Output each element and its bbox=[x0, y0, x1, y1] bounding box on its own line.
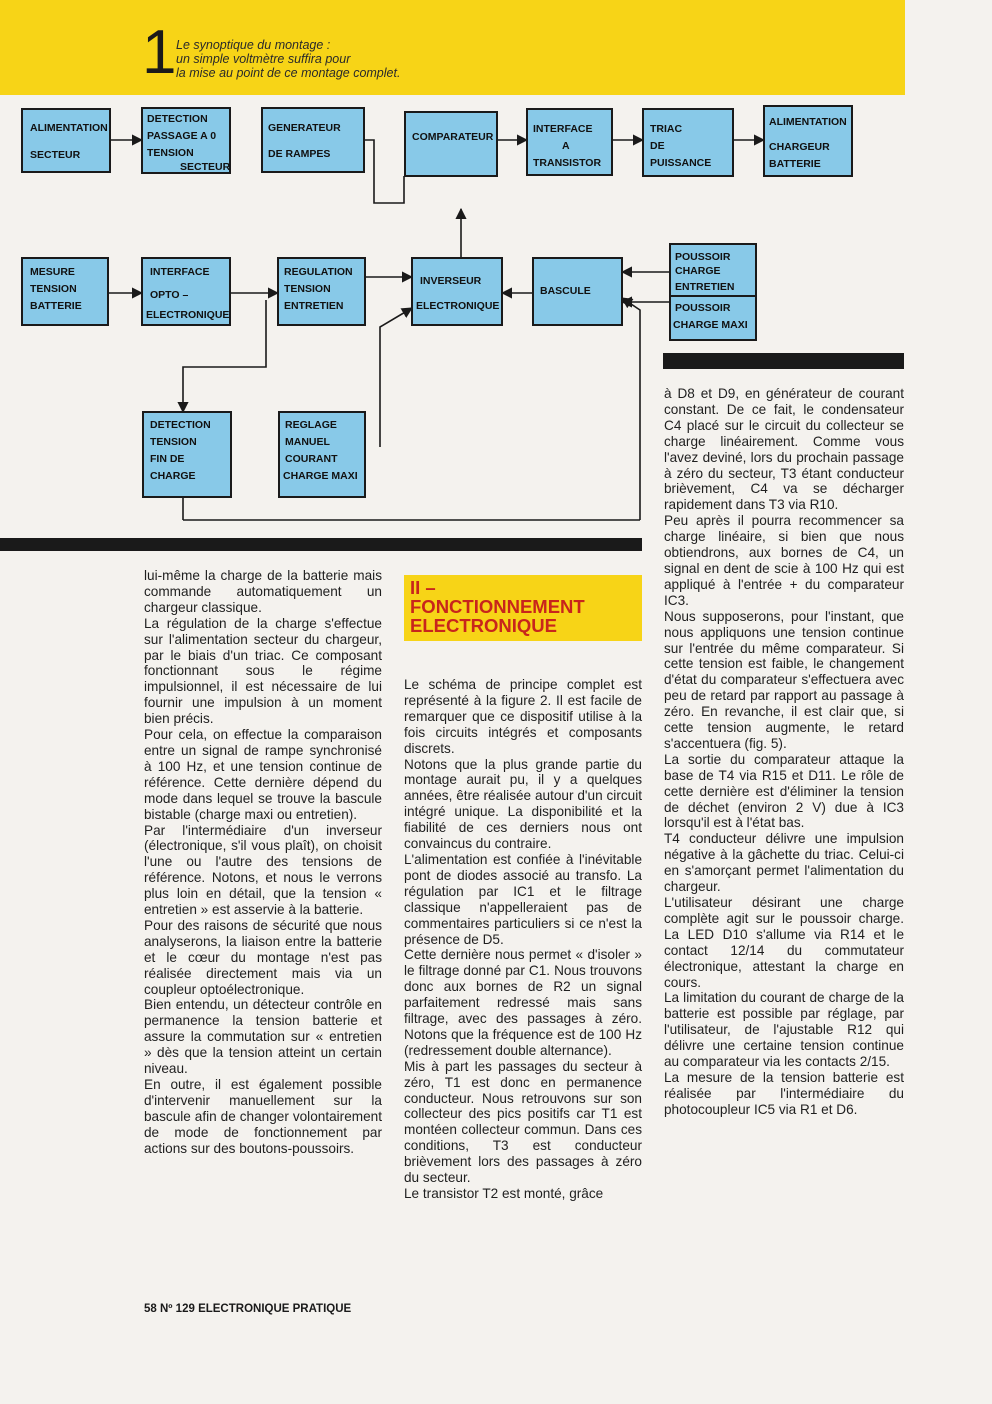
block-poussoir-entretien bbox=[670, 244, 756, 296]
caption-line: un simple voltmètre suffira pour bbox=[176, 52, 351, 66]
svg-text:INTERFACE: INTERFACE bbox=[533, 123, 593, 135]
svg-text:TENSION: TENSION bbox=[147, 147, 194, 159]
block-regulation-tension bbox=[278, 258, 365, 325]
heading-line: ELECTRONIQUE bbox=[410, 615, 557, 636]
svg-text:FIN DE: FIN DE bbox=[150, 453, 185, 465]
svg-text:POUSSOIR: POUSSOIR bbox=[675, 251, 731, 263]
paragraph: T4 conducteur délivre une impulsion négative à la gâchette du triac. Celui-ci en s'amorçant permet l'alimentation du chargeur. bbox=[664, 831, 904, 895]
block-detection-fin-charge bbox=[143, 412, 231, 497]
svg-text:ELECTRONIQUE: ELECTRONIQUE bbox=[146, 309, 230, 321]
svg-text:PASSAGE A 0: PASSAGE A 0 bbox=[147, 130, 217, 142]
svg-text:ELECTRONIQUE: ELECTRONIQUE bbox=[416, 300, 500, 312]
text-column-left bbox=[144, 568, 382, 1157]
paragraph: Le schéma de principe complet est représenté à la figure 2. Il est facile de remarquer que ce dispositif utilise à la fois circuits intégrés et composants discrets. bbox=[404, 677, 642, 756]
paragraph: Pour cela, on effectue la comparaison entre un signal de rampe synchronisé à 100 Hz, et une tension continue de référence. Cette dernière dépend du mode dans lequel se trouve la bascule bistable (charge maxi ou entretien). bbox=[144, 727, 382, 822]
svg-text:SECTEUR: SECTEUR bbox=[180, 161, 231, 173]
block-interface-transistor bbox=[527, 109, 612, 175]
svg-text:TRIAC: TRIAC bbox=[650, 123, 683, 135]
block-detection-passage-zero bbox=[142, 108, 231, 173]
paragraph: Peu après il pourra recommencer sa charge linéaire, si bien que nous obtiendrons, aux bornes de C4, un signal en dent de scie à 100 Hz qui est appliqué à l'entrée + du comparateur IC3. bbox=[664, 513, 904, 608]
block-generateur-rampes bbox=[262, 108, 364, 172]
paragraph: Le transistor T2 est monté, grâce bbox=[404, 1186, 604, 1201]
svg-text:CHARGE MAXI: CHARGE MAXI bbox=[673, 319, 748, 331]
svg-text:TENSION: TENSION bbox=[150, 436, 197, 448]
text-column-middle bbox=[404, 677, 642, 1202]
block-interface-opto bbox=[142, 258, 230, 325]
svg-text:TRANSISTOR: TRANSISTOR bbox=[533, 157, 602, 169]
block-bascule bbox=[533, 258, 622, 325]
paragraph: lui-même la charge de la batterie mais commande automatiquement un chargeur classique. bbox=[144, 568, 382, 615]
svg-text:DETECTION: DETECTION bbox=[150, 419, 211, 431]
paragraph: Notons que la plus grande partie du montage aurait pu, il y a quelques années, être réalisée autour d'un circuit intégré unique. La disponibilité et la fiabilité de ces derniers nous ont convaincus du contraire. bbox=[404, 756, 642, 852]
caption-line: Le synoptique du montage : bbox=[176, 38, 331, 52]
paragraph: Nous supposerons, pour l'instant, que nous appliquons une tension continue sur l'entrée du même comparateur. Si cette tension est faible, le changement d'état du comparateur s'effectuera avec peu de retard par rapport au passage à zéro. En revanche, il est clair que, si cette tension augmente, le retard s'accentuera (fig. 5). bbox=[664, 608, 904, 751]
block-triac-puissance bbox=[643, 109, 733, 176]
svg-text:COMPARATEUR: COMPARATEUR bbox=[412, 131, 494, 143]
svg-text:BATTERIE: BATTERIE bbox=[769, 158, 821, 170]
paragraph: Mis à part les passages du secteur à zéro, T1 est donc en permanence conducteur. Nous retrouvons sur son collecteur des pics positifs car T1 est montéen collecteur commun. Dans ces conditions, T3 est conducteur brièvement lors des passages à zéro du secteur. bbox=[404, 1058, 642, 1186]
svg-text:CHARGE: CHARGE bbox=[675, 265, 721, 277]
paragraph: La régulation de la charge s'effectue sur l'alimentation secteur du chargeur, par le biais d'un triac. Ce composant fonctionnant sous le régime impulsionnel, il est nécessaire de lui fournir une impulsion à un moment bien précis. bbox=[144, 615, 382, 727]
svg-text:DE RAMPES: DE RAMPES bbox=[268, 148, 331, 160]
svg-text:CHARGE: CHARGE bbox=[150, 470, 196, 482]
block-alimentation-secteur bbox=[22, 109, 110, 172]
svg-text:REGLAGE: REGLAGE bbox=[285, 419, 337, 431]
block-poussoir-maxi bbox=[670, 296, 756, 340]
svg-text:CHARGEUR: CHARGEUR bbox=[769, 141, 830, 153]
paragraph: L'alimentation est confiée à l'inévitable pont de diodes associé au transfo. La régulation par IC1 et le filtrage classique n'appelleraient pas de commentaires particuliers si ce n'est la présence de D5. bbox=[404, 851, 642, 947]
svg-text:SECTEUR: SECTEUR bbox=[30, 149, 81, 161]
paragraph: Par l'intermédiaire d'un inverseur (électronique, s'il vous plaît), on choisit l'une ou l'autre des tensions de référence. Notons, et nous le verrons plus loin en détail, que la tension « entretien » est asservie à la batterie. bbox=[144, 822, 382, 918]
paragraph: En outre, il est également possible d'intervenir manuellement sur la bascule afin de changer volontairement de mode de fonctionnement par actions sur des boutons-poussoirs. bbox=[144, 1077, 382, 1156]
paragraph: à D8 et D9, en générateur de courant constant. De ce fait, le condensateur C4 placé sur le circuit du collecteur se charge linéairement. Comme vous l'avez deviné, lors du prochain passage à zéro du secteur, T3 étant conducteur brièvement, C4 va se décharger rapidement dans T3 via R10. bbox=[664, 386, 904, 513]
divider-bar bbox=[0, 538, 642, 551]
heading-line: FONCTIONNEMENT bbox=[410, 596, 585, 617]
block-comparateur bbox=[405, 112, 497, 176]
paragraph: La mesure de la tension batterie est réalisée par l'intermédiaire du photocoupleur IC5 via R1 et D6. bbox=[664, 1069, 904, 1117]
figure-caption bbox=[176, 38, 400, 80]
block-mesure-tension bbox=[22, 258, 108, 325]
svg-text:POUSSOIR: POUSSOIR bbox=[675, 302, 731, 314]
paragraph: Bien entendu, un détecteur contrôle en permanence la tension batterie et assure la commutation sur « entretien » dès que la tension atteint un certain niveau. bbox=[144, 997, 382, 1077]
paragraph: La limitation du courant de charge de la batterie est possible par réglage, par l'utilisateur, de l'ajustable R12 qui délivre une certaine tension continue au comparateur via les contacts 2/15. bbox=[664, 990, 904, 1070]
svg-text:GENERATEUR: GENERATEUR bbox=[268, 122, 341, 134]
caption-line: la mise au point de ce montage complet. bbox=[176, 66, 401, 80]
svg-text:COURANT: COURANT bbox=[285, 453, 338, 465]
svg-text:DETECTION: DETECTION bbox=[147, 113, 208, 125]
svg-text:BATTERIE: BATTERIE bbox=[30, 300, 82, 312]
svg-text:ENTRETIEN: ENTRETIEN bbox=[675, 281, 735, 293]
paragraph: Pour des raisons de sécurité que nous analyserons, la liaison entre la batterie et le cœur du montage n'est pas réalisée directement mais via un coupleur optoélectronique. bbox=[144, 917, 382, 997]
paragraph: L'utilisateur désirant une charge complète agit sur le poussoir charge. La LED D10 s'allume via R14 et le contact 12/14 du commutateur électronique, attestant la charge en cours. bbox=[664, 895, 904, 990]
svg-text:MESURE: MESURE bbox=[30, 266, 75, 278]
figure-number: 1 bbox=[142, 18, 177, 87]
svg-text:ALIMENTATION: ALIMENTATION bbox=[769, 116, 847, 128]
paragraph: Cette dernière nous permet « d'isoler » le filtrage donné par C1. Nous trouvons donc aux bornes de R2 un signal parfaitement redressé mais sans filtrage, avec des passages à zéro. Notons que la fréquence est de 100 Hz (redressement double alternance). bbox=[404, 947, 642, 1058]
paragraph: La sortie du comparateur attaque la base de T4 via R15 et D11. Le rôle de cette dernière est d'éliminer la tension de déchet (environ 2 V) due à IC3 lorsqu'il est à l'état bas. bbox=[664, 751, 904, 831]
block-inverseur-electronique bbox=[412, 258, 502, 325]
svg-text:ENTRETIEN: ENTRETIEN bbox=[284, 300, 344, 312]
svg-text:INVERSEUR: INVERSEUR bbox=[420, 275, 482, 287]
page-footer: 58 Nº 129 ELECTRONIQUE PRATIQUE bbox=[144, 1303, 352, 1315]
divider-bar bbox=[663, 353, 904, 369]
svg-text:ALIMENTATION: ALIMENTATION bbox=[30, 122, 108, 134]
heading-line: II – bbox=[410, 577, 436, 598]
section-heading bbox=[410, 578, 585, 635]
block-reglage-manuel bbox=[279, 412, 365, 497]
caption-band bbox=[0, 0, 905, 95]
svg-text:CHARGE MAXI: CHARGE MAXI bbox=[283, 470, 358, 482]
text-column-right bbox=[664, 386, 904, 1118]
svg-text:BASCULE: BASCULE bbox=[540, 285, 591, 297]
svg-text:MANUEL: MANUEL bbox=[285, 436, 330, 448]
svg-text:REGULATION: REGULATION bbox=[284, 266, 353, 278]
svg-text:PUISSANCE: PUISSANCE bbox=[650, 157, 712, 169]
svg-text:TENSION: TENSION bbox=[30, 283, 77, 295]
svg-text:A: A bbox=[562, 140, 570, 152]
svg-text:DE: DE bbox=[650, 140, 665, 152]
svg-text:OPTO –: OPTO – bbox=[150, 289, 189, 301]
svg-text:INTERFACE: INTERFACE bbox=[150, 266, 210, 278]
svg-text:TENSION: TENSION bbox=[284, 283, 331, 295]
block-alimentation-chargeur bbox=[764, 106, 852, 176]
